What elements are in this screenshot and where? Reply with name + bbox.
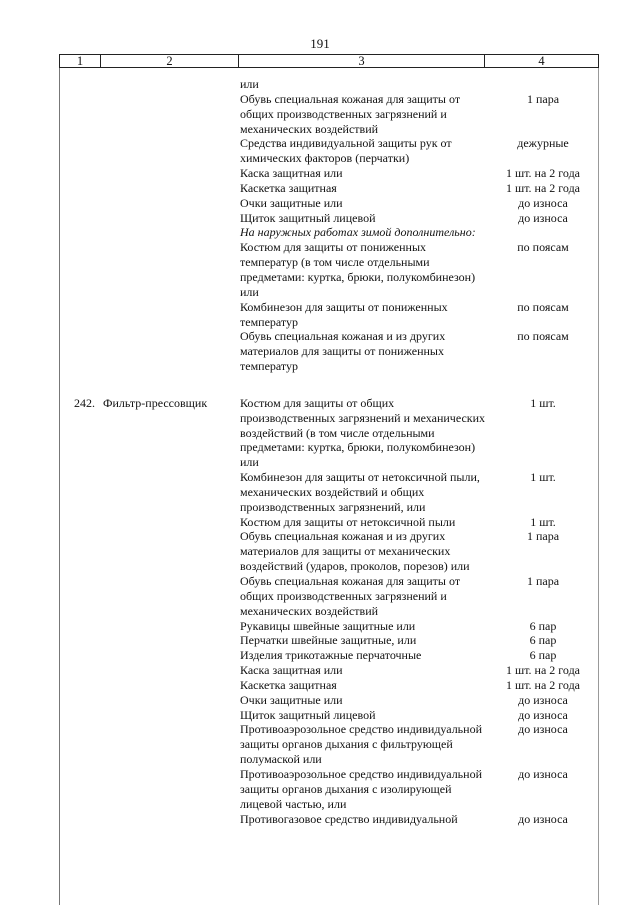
item-number <box>59 529 99 574</box>
item-number <box>59 633 99 648</box>
profession-name <box>99 812 240 827</box>
item-number <box>59 470 99 515</box>
table-row <box>59 574 599 619</box>
table-row <box>59 136 599 166</box>
issue-norm: 1 шт. на 2 года <box>505 677 581 692</box>
issue-norm: 1 шт. <box>530 514 556 529</box>
table-row <box>59 225 599 240</box>
table-row <box>59 633 599 648</box>
table-row <box>59 300 599 330</box>
item-number <box>59 329 99 374</box>
profession-name <box>99 181 240 196</box>
table-row <box>59 663 599 678</box>
profession-name <box>99 225 240 240</box>
table-row <box>59 515 599 530</box>
item-number <box>59 211 99 226</box>
profession-name <box>99 648 240 663</box>
issue-norm: по поясам <box>517 329 569 344</box>
header-col-4: 4 <box>484 55 598 67</box>
table-row <box>59 529 599 574</box>
issue-norm: 6 пар <box>529 618 557 633</box>
page-number: 191 <box>310 36 330 51</box>
item-number <box>59 722 99 767</box>
ppe-item: Каскетка защитная <box>240 180 337 195</box>
issue-norm: 1 пара <box>526 574 560 588</box>
item-number <box>59 663 99 678</box>
item-number <box>59 225 99 240</box>
table-row <box>59 693 599 708</box>
item-number <box>59 574 99 619</box>
profession-name <box>99 470 240 515</box>
table-row <box>59 812 599 827</box>
profession-name <box>99 722 240 767</box>
item-number <box>59 678 99 693</box>
ppe-item: Очки защитные или <box>240 692 343 707</box>
header-col-2: 2 <box>100 55 238 67</box>
profession-name <box>99 300 240 330</box>
table-row <box>59 767 599 812</box>
item-number <box>59 708 99 723</box>
ppe-item: Костюм для защиты от нетоксичной пыли <box>240 514 456 529</box>
table-row <box>59 196 599 211</box>
profession-name <box>99 574 240 619</box>
profession-name <box>99 77 240 92</box>
issue-norm: 1 пара <box>526 91 560 106</box>
issue-norm: до износа <box>518 195 568 210</box>
ppe-item: Изделия трикотажные перчаточные <box>240 648 422 663</box>
issue-norm: 6 пар <box>529 633 557 648</box>
profession-name <box>99 211 240 226</box>
ppe-item: Противоаэрозольное средство индивидуальной защиты органов дыхания с изолирующей лицевой частью, или <box>240 766 482 811</box>
issue-norm: 1 шт. <box>530 470 556 485</box>
issue-norm: 1 шт. на 2 года <box>505 663 581 678</box>
ppe-item: Очки защитные или <box>240 195 343 210</box>
profession-name <box>99 329 240 374</box>
issue-norm: до износа <box>518 692 568 707</box>
ppe-item: Каскетка защитная <box>240 677 337 692</box>
issue-norm: по поясам <box>517 299 569 314</box>
table-row <box>59 211 599 226</box>
item-number <box>59 767 99 812</box>
profession-name <box>99 515 240 530</box>
item-number: 242. <box>74 395 95 410</box>
ppe-item: Обувь специальная кожаная для защиты от общих производственных загрязнений и механических воздействий <box>240 91 461 136</box>
profession-name <box>99 678 240 693</box>
ppe-item: Комбинезон для защиты от пониженных температур <box>240 299 448 329</box>
ppe-item: Рукавицы швейные защитные или <box>240 618 416 633</box>
profession-name <box>99 529 240 574</box>
ppe-item: или <box>240 77 259 91</box>
issue-norm: 6 пар <box>529 648 557 663</box>
issue-norm: 1 шт. на 2 года <box>505 166 581 181</box>
item-number <box>59 92 99 137</box>
ppe-item: Щиток защитный лицевой <box>240 707 376 722</box>
table-row <box>59 396 599 470</box>
table-row <box>59 470 599 515</box>
profession-name <box>99 92 240 137</box>
item-number <box>59 515 99 530</box>
item-number <box>59 240 99 299</box>
ppe-item: Костюм для защиты от пониженных температур (в том числе отдельными предметами: куртка, брюки, полукомбинезон) или <box>240 240 476 299</box>
table-row <box>59 708 599 723</box>
ppe-item: Обувь специальная кожаная и из других материалов для защиты от пониженных температур <box>240 329 446 374</box>
item-number <box>59 693 99 708</box>
ppe-item: Щиток защитный лицевой <box>240 210 376 225</box>
issue-norm: до износа <box>518 210 568 225</box>
issue-norm: 1 пара <box>526 529 560 544</box>
ppe-item: На наружных работах зимой дополнительно: <box>240 225 476 240</box>
table-body <box>59 77 599 826</box>
header-col-1: 1 <box>76 54 84 68</box>
table-row <box>59 240 599 299</box>
table-row <box>59 181 599 196</box>
entry-242 <box>59 396 599 826</box>
item-number <box>59 77 99 92</box>
entry-gap <box>59 374 599 396</box>
table-row <box>59 166 599 181</box>
table-row <box>59 648 599 663</box>
item-number <box>59 166 99 181</box>
profession-name <box>99 196 240 211</box>
item-number <box>59 181 99 196</box>
item-number <box>59 619 99 634</box>
profession-name <box>99 633 240 648</box>
ppe-item: Каска защитная или <box>240 663 343 678</box>
header-col-3: 3 <box>238 55 484 67</box>
table-row <box>59 92 599 137</box>
profession-name <box>99 619 240 634</box>
ppe-item: Комбинезон для защиты от нетоксичной пыли, механических воздействий и общих производственных загрязнений, или <box>240 470 480 514</box>
ppe-item: Противоаэрозольное средство индивидуальной защиты органов дыхания с фильтрующей полумаской или <box>240 722 482 767</box>
issue-norm <box>487 77 599 92</box>
issue-norm: 1 шт. <box>530 395 556 410</box>
profession-name <box>99 166 240 181</box>
issue-norm: до износа <box>518 722 568 737</box>
ppe-item: Средства индивидуальной защиты рук от химических факторов (перчатки) <box>240 136 452 166</box>
ppe-item: Костюм для защиты от общих производственных загрязнений и механических воздействий (в том числе отдельными предметами: куртка, брюки, полукомбинезон) или <box>240 395 486 470</box>
ppe-item: Каска защитная или <box>240 166 343 181</box>
issue-norm: до износа <box>518 766 568 781</box>
profession-name <box>99 693 240 708</box>
item-number <box>59 196 99 211</box>
issue-norm: по поясам <box>517 240 569 255</box>
issue-norm: до износа <box>518 811 568 826</box>
profession-name <box>99 240 240 299</box>
table-row <box>59 678 599 693</box>
ppe-item: Противогазовое средство индивидуальной <box>240 811 458 826</box>
table-row <box>59 722 599 767</box>
profession-name: Фильтр-прессовщик <box>103 395 208 410</box>
continuation-rows <box>59 77 599 374</box>
profession-name <box>99 767 240 812</box>
issue-norm: 1 шт. на 2 года <box>505 180 581 195</box>
ppe-item: Перчатки швейные защитные, или <box>240 633 417 648</box>
issue-norm: дежурные <box>517 136 569 151</box>
issue-norm: до износа <box>518 707 568 722</box>
table-row <box>59 619 599 634</box>
item-number <box>59 300 99 330</box>
ppe-item: Обувь специальная кожаная и из других материалов для защиты от механических воздействий (ударов, проколов, порезов) или <box>240 529 470 574</box>
table-row <box>59 77 599 92</box>
profession-name <box>99 663 240 678</box>
table-header <box>59 54 599 68</box>
profession-name <box>99 708 240 723</box>
item-number <box>59 648 99 663</box>
item-number <box>59 812 99 827</box>
ppe-item: Обувь специальная кожаная для защиты от общих производственных загрязнений и механических воздействий <box>240 574 461 618</box>
profession-name <box>99 136 240 166</box>
table-row <box>59 329 599 374</box>
issue-norm <box>487 225 599 240</box>
item-number <box>59 136 99 166</box>
